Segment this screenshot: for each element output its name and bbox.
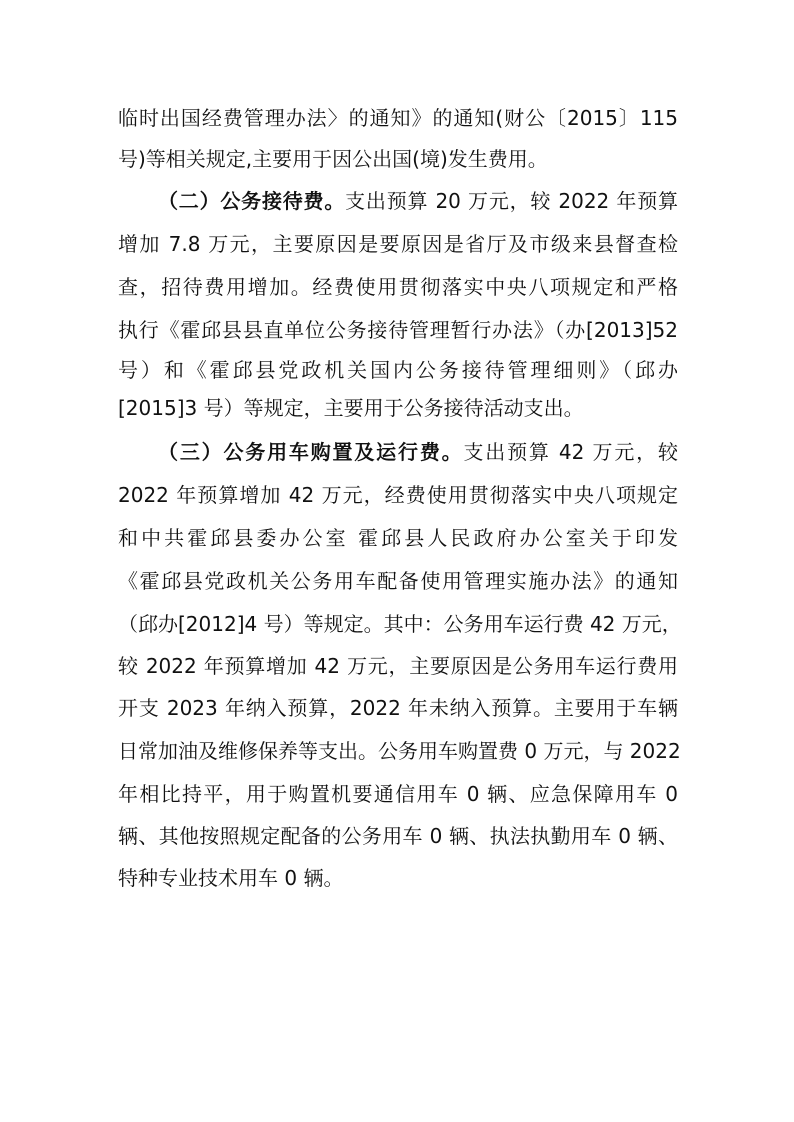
paragraph-2-line-3: 查，招待费用增加。经费使用贯彻落实中央八项规定和严格 (118, 275, 678, 299)
paragraph-3-line-1 (158, 434, 678, 470)
paragraph-2-line-4: 执行《霍邱县县直单位公务接待管理暂行办法》（办[2013]52 (118, 318, 678, 342)
paragraph-3-line-6: 较 2022 年预算增加 42 万元，主要原因是公务用车运行费用 (118, 654, 678, 678)
section-heading-reception: （二）公务接待费。 (158, 189, 346, 213)
paragraph-2-line-6: [2015]3 号）等规定，主要用于公务接待活动支出。 (118, 396, 584, 420)
paragraph-2-line-5: 号）和《霍邱县党政机关国内公务接待管理细则》（邱办 (118, 358, 678, 382)
paragraph-1-line-1: 临时出国经费管理办法〉的通知》的通知(财公〔2015〕115 (118, 106, 678, 130)
section-heading-vehicles: （三）公务用车购置及运行费。 (158, 440, 464, 464)
paragraph-3-line-11: 特种专业技术用车 0 辆。 (118, 866, 344, 890)
paragraph-1-line-2: 号)等相关规定,主要用于因公出国(境)发生费用。 (118, 147, 548, 171)
paragraph-2-line-2: 增加 7.8 万元，主要原因是要原因是省厅及市级来县督查检 (118, 232, 678, 256)
paragraph-2-line-1-text: 支出预算 20 万元，较 2022 年预算 (345, 189, 679, 213)
paragraph-3-line-2: 2022 年预算增加 42 万元，经费使用贯彻落实中央八项规定 (118, 483, 678, 507)
paragraph-3-line-4: 《霍邱县党政机关公务用车配备使用管理实施办法》的通知 (118, 569, 678, 593)
paragraph-3-line-10: 辆、其他按照规定配备的公务用车 0 辆、执法执勤用车 0 辆、 (118, 824, 678, 848)
paragraph-2-line-1 (158, 183, 678, 219)
paragraph-3-line-1-text: 支出预算 42 万元，较 (463, 440, 679, 464)
paragraph-3-line-3: 和中共霍邱县委办公室 霍邱县人民政府办公室关于印发 (118, 526, 678, 550)
paragraph-3-line-9: 年相比持平，用于购置机要通信用车 0 辆、应急保障用车 0 (118, 782, 678, 806)
paragraph-3-line-8: 日常加油及维修保养等支出。公务用车购置费 0 万元，与 2022 (118, 739, 681, 763)
paragraph-3-line-5: （邱办[2012]4 号）等规定。其中：公务用车运行费 42 万元， (118, 612, 682, 636)
paragraph-3-line-7: 开支 2023 年纳入预算，2022 年未纳入预算。主要用于车辆 (118, 696, 678, 720)
